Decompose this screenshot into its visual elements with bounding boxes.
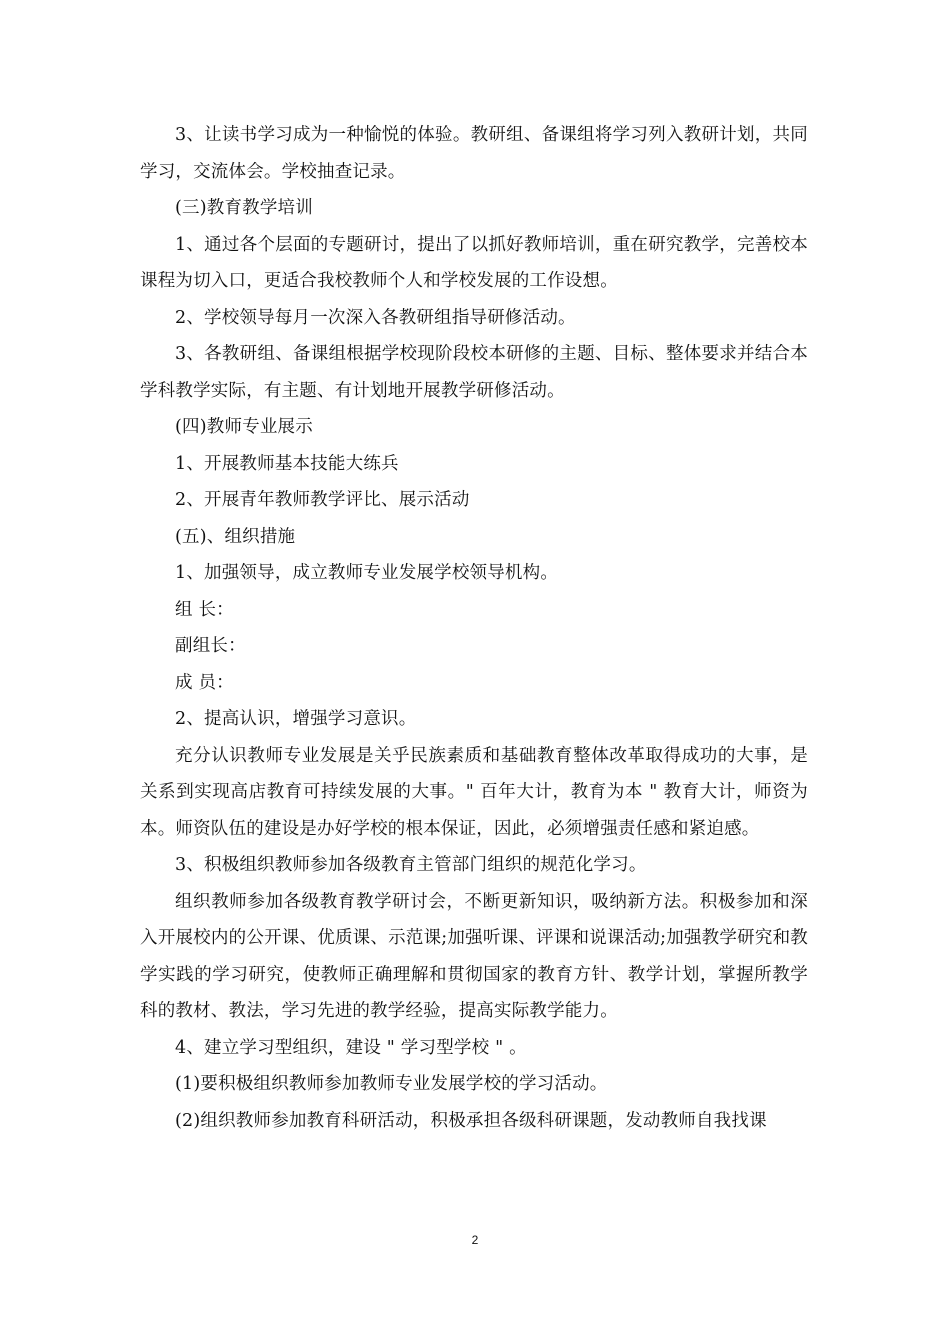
paragraph: 充分认识教师专业发展是关乎民族素质和基础教育整体改革取得成功的大事，是关系到实现高店教育可持续发展的大事。" 百年大计，教育为本 " 教育大计，师资为本。师资队伍的建设是办好学校的根本保证，因此，必须增强责任感和紧迫感。	[140, 745, 808, 839]
paragraph: 2、学校领导每月一次深入各教研组指导研修活动。	[175, 307, 576, 328]
role-line-deputy: 副组长：	[175, 636, 246, 656]
paragraph: 3、让读书学习成为一种愉悦的体验。教研组、备课组将学习列入教研计划，共同学习，交流体会。学校抽查记录。	[140, 125, 808, 182]
section-heading: (三)教育教学培训	[175, 198, 313, 218]
role-line-leader: 组 长：	[175, 599, 234, 620]
paragraph: 组织教师参加各级教育教学研讨会，不断更新知识，吸纳新方法。积极参加和深入开展校内的公开课、优质课、示范课;加强听课、评课和说课活动;加强教学研究和教学实践的学习研究，使教师正确理解和贯彻国家的教育方针、教学计划，掌握所教学科的教材、教法，学习先进的教学经验，提高实际教学能力。	[140, 891, 808, 1021]
paragraph: 1、开展教师基本技能大练兵	[175, 453, 399, 474]
paragraph: 3、各教研组、备课组根据学校现阶段校本研修的主题、目标、整体要求并结合本学科教学实际，有主题、有计划地开展教学研修活动。	[140, 344, 808, 401]
paragraph: (1)要积极组织教师参加教师专业发展学校的学习活动。	[175, 1074, 608, 1094]
page-number: 2	[471, 1233, 479, 1247]
role-line-members: 成 员：	[175, 672, 234, 693]
document-body	[140, 117, 808, 1139]
paragraph: 4、建立学习型组织，建设 " 学习型学校 " 。	[175, 1037, 527, 1058]
section-heading: (五)、组织措施	[175, 526, 296, 547]
paragraph: 3、积极组织教师参加各级教育主管部门组织的规范化学习。	[175, 855, 647, 875]
paragraph: (2)组织教师参加教育科研活动，积极承担各级科研课题，发动教师自我找课	[175, 1110, 767, 1131]
paragraph: 2、提高认识，增强学习意识。	[175, 709, 417, 729]
section-heading: (四)教师专业展示	[175, 417, 313, 437]
paragraph: 1、通过各个层面的专题研讨，提出了以抓好教师培训，重在研究教学，完善校本课程为切入口，更适合我校教师个人和学校发展的工作设想。	[140, 234, 808, 291]
paragraph: 2、开展青年教师教学评比、展示活动	[175, 490, 470, 510]
paragraph: 1、加强领导，成立教师专业发展学校领导机构。	[175, 563, 559, 583]
